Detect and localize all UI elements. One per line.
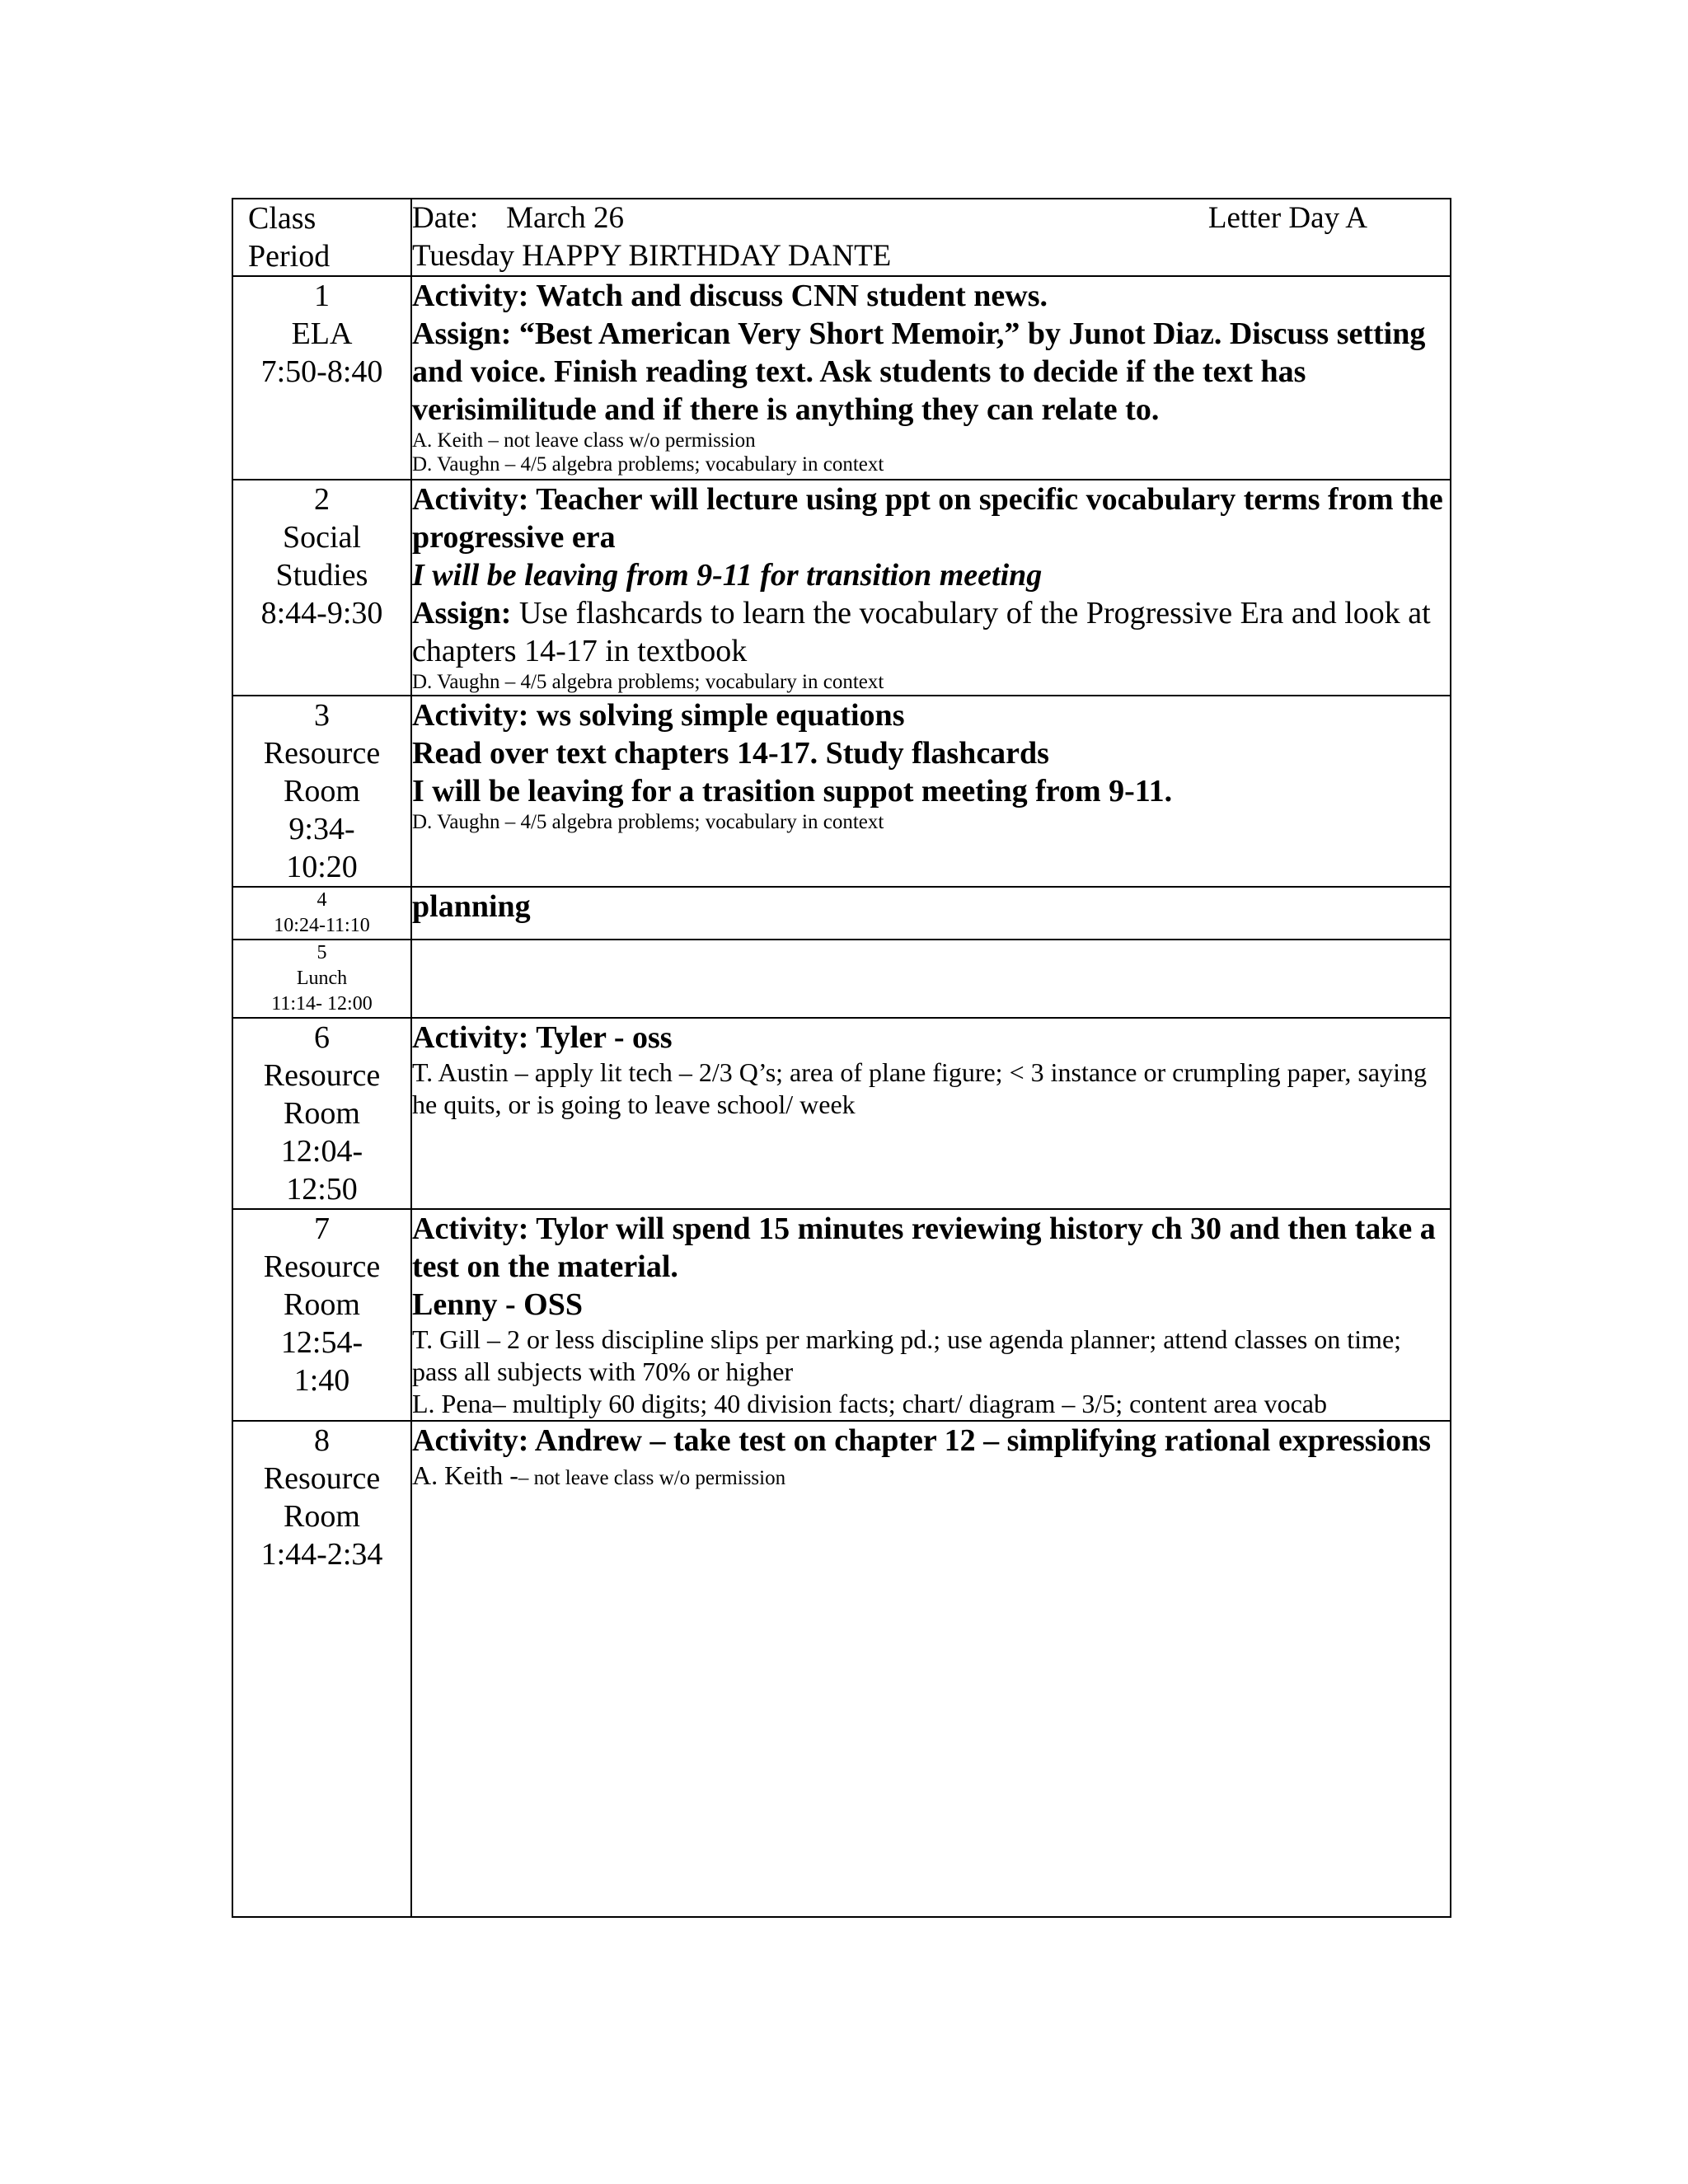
activity-line: Activity: Teacher will lecture using ppt on specific vocabulary terms from the progressive era	[412, 482, 1443, 555]
period-cell-1	[232, 276, 411, 480]
period-subject: Resource	[263, 1461, 381, 1496]
period-subject: Room	[284, 774, 360, 808]
period-time: 1:44-2:34	[260, 1537, 383, 1572]
period-time: 9:34-	[288, 812, 355, 846]
period-subject: Room	[284, 1096, 360, 1131]
period-subject: Resource	[263, 1058, 381, 1093]
period-subject: Resource	[263, 1249, 381, 1284]
student-note: D. Vaughn – 4/5 algebra problems; vocabulary in context	[412, 453, 884, 476]
period-time: 11:14- 12:00	[271, 993, 373, 1015]
period-number: 7	[314, 1212, 330, 1246]
assign-label: Assign:	[412, 596, 512, 630]
period-time: 10:24-11:10	[274, 915, 370, 936]
activity-line: Activity: ws solving simple equations	[412, 698, 905, 733]
teacher-note: I will be leaving for a trasition suppot meeting from 9-11.	[412, 774, 1173, 808]
date-value: March 26	[506, 201, 624, 235]
student-status: Lenny - OSS	[412, 1287, 583, 1322]
activity-line: Activity: Tylor will spend 15 minutes reviewing history ch 30 and then take a test on the material.	[412, 1212, 1436, 1284]
period-subject: Studies	[275, 558, 368, 593]
period-number: 5	[316, 942, 327, 963]
period-subject: ELA	[291, 316, 353, 351]
period-row-4	[232, 887, 1451, 940]
period-row-7	[232, 1209, 1451, 1421]
content-cell-1	[411, 276, 1451, 480]
period-cell-6	[232, 1018, 411, 1209]
period-time: 1:40	[293, 1363, 350, 1398]
date-line	[412, 199, 1450, 237]
student-note: T. Austin – apply lit tech – 2/3 Q’s; area of plane figure; < 3 instance or crumpling paper, saying he quits, or is going to leave school/ week	[412, 1057, 1427, 1119]
period-row-2	[232, 480, 1451, 696]
content-cell-3	[411, 696, 1451, 887]
content-cell-7	[411, 1209, 1451, 1421]
content-cell-4	[411, 887, 1451, 940]
assign-text: Use flashcards to learn the vocabulary of the Progressive Era and look at chapters 14-17 in textbook	[412, 596, 1431, 668]
period-row-3	[232, 696, 1451, 887]
teacher-note: I will be leaving from 9-11 for transition meeting	[412, 558, 1043, 593]
period-row-1	[232, 276, 1451, 480]
content-cell-6	[411, 1018, 1451, 1209]
period-cell-5	[232, 940, 411, 1018]
activity-line: planning	[412, 889, 531, 924]
period-subject: Room	[284, 1499, 360, 1534]
day-line: Tuesday HAPPY BIRTHDAY DANTE	[412, 239, 892, 273]
period-cell-2	[232, 480, 411, 696]
period-subject: Room	[284, 1287, 360, 1322]
period-number: 3	[314, 698, 330, 733]
period-time: 12:54-	[280, 1325, 363, 1360]
lesson-plan-table	[232, 198, 1451, 1918]
date-header	[411, 199, 1451, 276]
period-subject: Social	[283, 520, 361, 555]
period-time: 7:50-8:40	[260, 354, 383, 389]
class-label: Class	[248, 201, 316, 236]
period-cell-7	[232, 1209, 411, 1421]
period-time: 10:20	[286, 850, 358, 884]
student-note: L. Pena– multiply 60 digits; 40 division facts; chart/ diagram – 3/5; content area vocab	[412, 1389, 1327, 1418]
period-subject: Lunch	[296, 968, 348, 989]
content-cell-8	[411, 1421, 1451, 1917]
activity-line: Activity: Andrew – take test on chapter 12 – simplifying rational expressions	[412, 1423, 1432, 1458]
period-cell-4	[232, 887, 411, 940]
period-number: 2	[314, 482, 330, 517]
note-text: – not leave class w/o permission	[518, 1467, 786, 1489]
period-subject: Resource	[263, 736, 381, 771]
date-label: Date:	[412, 201, 479, 235]
student-note: D. Vaughn – 4/5 algebra problems; vocabulary in context	[412, 671, 884, 693]
period-cell-8	[232, 1421, 411, 1917]
header-row	[232, 199, 1451, 276]
student-note: A. Keith – not leave class w/o permission	[412, 429, 756, 452]
assign-line: Assign: “Best American Very Short Memoir,” by Junot Diaz. Discuss setting and voice. Finish reading text. Ask students to decide if the text has verisimilitude and if there is anything they can relate to.	[412, 316, 1426, 427]
period-number: 1	[314, 279, 330, 313]
activity-line: Activity: Watch and discuss CNN student news.	[412, 279, 1048, 313]
reading-line: Read over text chapters 14-17. Study flashcards	[412, 736, 1049, 771]
assign-line	[412, 594, 1450, 670]
letter-day: Letter Day A	[1207, 201, 1367, 235]
student-note: D. Vaughn – 4/5 algebra problems; vocabulary in context	[412, 811, 884, 833]
period-number: 6	[314, 1020, 330, 1055]
period-time: 12:04-	[280, 1134, 363, 1169]
content-cell-5	[411, 940, 1451, 1018]
student-note: T. Gill – 2 or less discipline slips per marking pd.; use agenda planner; attend classes on time; pass all subjects with 70% or higher	[412, 1324, 1402, 1386]
period-row-8	[232, 1421, 1451, 1917]
content-cell-2	[411, 480, 1451, 696]
period-time: 8:44-9:30	[260, 596, 383, 630]
period-number: 8	[314, 1423, 330, 1458]
period-time: 12:50	[286, 1172, 358, 1207]
class-period-header	[232, 199, 411, 276]
student-name: A. Keith -	[412, 1460, 518, 1490]
student-note	[412, 1460, 1450, 1494]
period-number: 4	[316, 889, 327, 911]
period-row-6	[232, 1018, 1451, 1209]
period-row-5	[232, 940, 1451, 1018]
activity-line: Activity: Tyler - oss	[412, 1020, 673, 1055]
period-cell-3	[232, 696, 411, 887]
period-label: Period	[248, 239, 331, 274]
